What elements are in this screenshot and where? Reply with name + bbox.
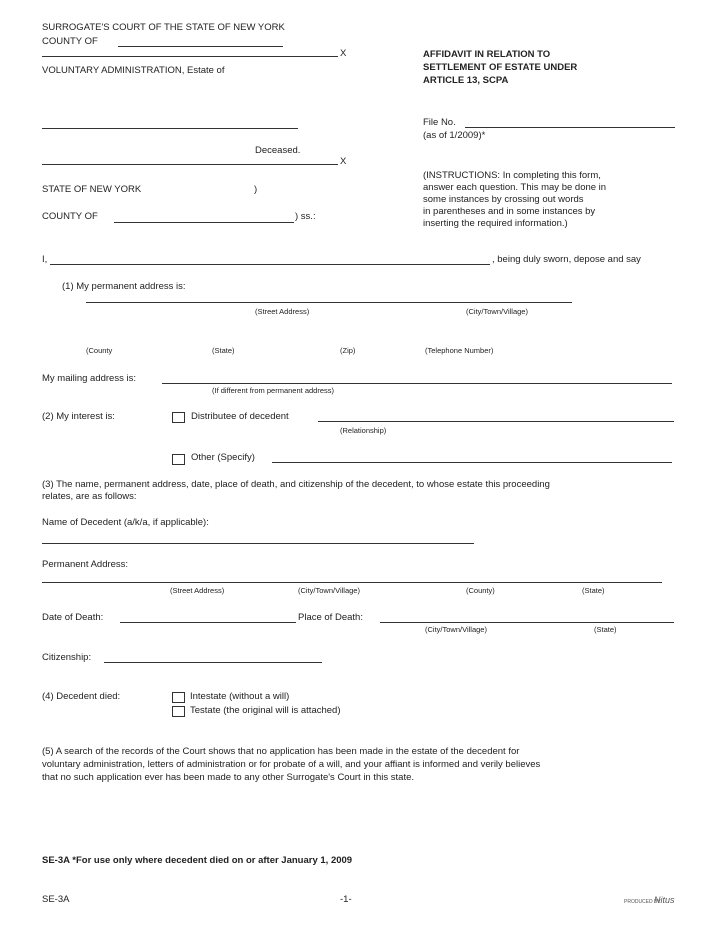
relationship-line[interactable] [318,421,674,422]
testate-checkbox[interactable] [172,706,185,717]
street-caption: (Street Address) [255,307,310,316]
dod-label: Date of Death: [42,612,104,623]
file-no-label: File No. [423,117,456,128]
citizenship-label: Citizenship: [42,652,92,663]
other-checkbox[interactable] [172,454,185,465]
caption-divider-bottom [42,164,338,165]
x-mark-1: X [340,48,347,59]
city-caption: (City/Town/Village) [466,307,528,316]
q5-text-1: (5) A search of the records of the Court shows that no application has been made in the estate of the decedent for [42,746,520,757]
distributee-label: Distributee of decedent [191,411,289,422]
perm-address-label: Permanent Address: [42,559,129,570]
county-line[interactable] [118,46,283,47]
intestate-checkbox[interactable] [172,692,185,703]
pod-city-caption: (City/Town/Village) [425,625,487,634]
mailing-address-line[interactable] [162,383,672,384]
q1-label: (1) My permanent address is: [62,281,186,292]
estate-name-line[interactable] [42,128,298,129]
q3-text-2: relates, are as follows: [42,491,137,502]
decedent-address-line[interactable] [42,582,662,583]
estate-label: VOLUNTARY ADMINISTRATION, Estate of [42,65,225,76]
dec-city-caption: (City/Town/Village) [298,586,360,595]
relationship-caption: (Relationship) [340,426,387,435]
distributee-checkbox[interactable] [172,412,185,423]
instructions-5: inserting the required information.) [423,218,568,229]
mailing-label: My mailing address is: [42,373,136,384]
venue-county-line[interactable] [114,222,294,223]
page-number: -1- [340,894,352,905]
county-of-label: COUNTY OF [42,211,98,222]
produced-by: PRODUCED BY [624,899,661,905]
dec-state-caption: (State) [582,586,605,595]
other-label: Other (Specify) [191,452,255,463]
court-name: SURROGATE'S COURT OF THE STATE OF NEW YORK [42,22,285,33]
pod-label: Place of Death: [298,612,363,623]
affiant-i: I, [42,254,48,265]
testate-label: Testate (the original will is attached) [190,705,341,716]
instructions-3: some instances by crossing out words [423,194,584,205]
pod-line[interactable] [380,622,674,623]
deceased-label: Deceased. [255,145,301,156]
phone-caption: (Telephone Number) [425,346,494,355]
form-code: SE-3A [42,894,70,905]
other-specify-line[interactable] [272,462,672,463]
instructions-4: in parentheses and in some instances by [423,206,596,217]
q3-text-1: (3) The name, permanent address, date, place of death, and citizenship of the decedent, to whose estate this proceeding [42,479,550,490]
form-title-3: ARTICLE 13, SCPA [423,75,509,86]
q5-text-2: voluntary administration, letters of administration or for probate of a will, and your affiant is informed and verily believes [42,759,541,770]
file-note: (as of 1/2009)* [423,130,486,141]
dec-street-caption: (Street Address) [170,586,225,595]
instructions-2: answer each question. This may be done in [423,182,607,193]
county-label: COUNTY OF [42,36,98,47]
brand-logo: Nitus [654,895,675,905]
decedent-name-line[interactable] [42,543,474,544]
paren-close: ) [254,184,258,195]
dod-line[interactable] [120,622,296,623]
decedent-name-label: Name of Decedent (a/k/a, if applicable): [42,517,209,528]
dec-county-caption: (County) [466,586,495,595]
caption-divider-top [42,56,338,57]
form-title-2: SETTLEMENT OF ESTATE UNDER [423,62,578,73]
ss-label: ) ss.: [295,211,316,222]
q5-text-3: that no such application ever has been made to any other Surrogate's Court in this state. [42,772,415,783]
state-ny-label: STATE OF NEW YORK [42,184,142,195]
if-different-caption: (If different from permanent address) [212,386,334,395]
pod-state-caption: (State) [594,625,617,634]
file-no-line[interactable] [465,127,675,128]
intestate-label: Intestate (without a will) [190,691,290,702]
sworn-text: , being duly sworn, depose and say [492,254,641,265]
footer-note: SE-3A *For use only where decedent died on or after January 1, 2009 [42,855,353,866]
instructions-1: (INSTRUCTIONS: In completing this form, [423,170,601,181]
citizenship-line[interactable] [104,662,322,663]
x-mark-2: X [340,156,347,167]
q2-label: (2) My interest is: [42,411,115,422]
county-caption: (County [86,346,113,355]
permanent-address-line[interactable] [86,302,572,303]
zip-caption: (Zip) [340,346,356,355]
state-caption: (State) [212,346,235,355]
q4-label: (4) Decedent died: [42,691,121,702]
form-title-1: AFFIDAVIT IN RELATION TO [423,49,551,60]
affiant-name-line[interactable] [50,264,490,265]
